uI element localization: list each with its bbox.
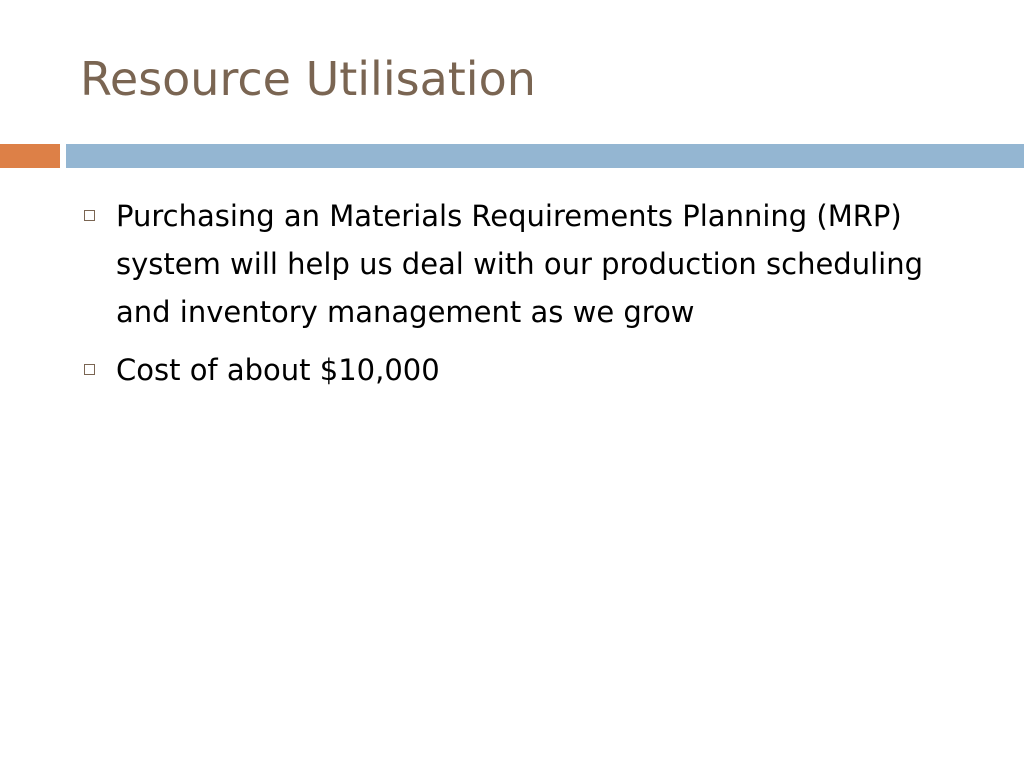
bullet-list (82, 192, 962, 404)
bullet-text: Purchasing an Materials Requirements Planning (MRP) system will help us deal with our production scheduling and inventory management as we grow (116, 199, 923, 329)
bullet-text: Cost of about $10,000 (116, 353, 440, 387)
hollow-square-bullet-icon (84, 210, 95, 221)
bullet-item (82, 192, 962, 336)
title-rule-bar (66, 144, 1024, 168)
bullet-item (82, 346, 962, 394)
slide-title: Resource Utilisation (80, 52, 536, 106)
hollow-square-bullet-icon (84, 364, 95, 375)
accent-bar (0, 144, 60, 168)
